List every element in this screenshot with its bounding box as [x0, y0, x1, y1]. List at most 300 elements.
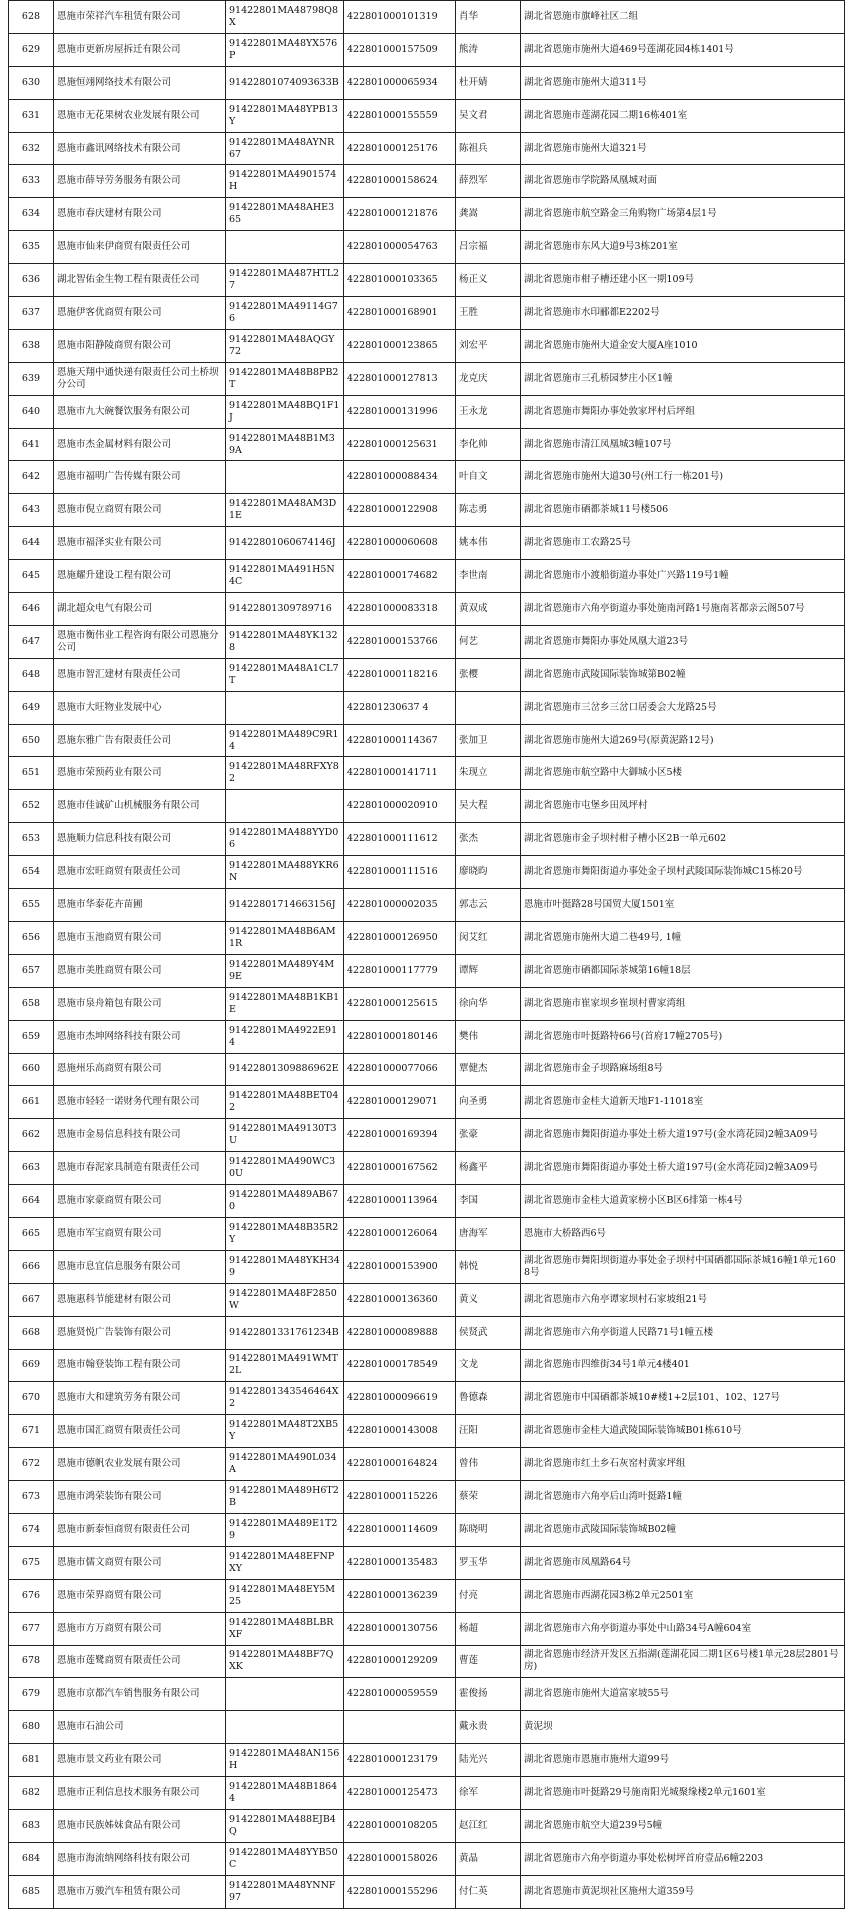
legal-representative-cell: 熊涛 — [456, 33, 521, 66]
registration-number-cell: 422801000155559 — [344, 99, 456, 132]
table-row — [9, 593, 845, 626]
legal-representative-cell: 郭志云 — [456, 889, 521, 922]
credit-code-cell: 91422801MA490L034A — [226, 1448, 344, 1481]
credit-code-cell: 91422801MA487HTL27 — [226, 264, 344, 297]
table-row — [9, 395, 845, 428]
credit-code-cell: 91422801MA49114G76 — [226, 297, 344, 330]
registration-number-cell: 422801000096619 — [344, 1382, 456, 1415]
legal-representative-cell: 徐向华 — [456, 987, 521, 1020]
legal-representative-cell: 樊伟 — [456, 1020, 521, 1053]
row-number-cell: 638 — [9, 329, 54, 362]
address-cell: 湖北省恩施市水印郦都E2202号 — [521, 297, 845, 330]
row-number-cell: 632 — [9, 132, 54, 165]
legal-representative-cell: 龙克庆 — [456, 362, 521, 395]
credit-code-cell: 91422801MA48AM3D1E — [226, 494, 344, 527]
row-number-cell: 679 — [9, 1678, 54, 1711]
address-cell: 湖北省恩施市六角亭谭家坝村石家坡组21号 — [521, 1283, 845, 1316]
registration-number-cell: 422801000088434 — [344, 461, 456, 494]
credit-code-cell: 91422801MA48BLBRXF — [226, 1612, 344, 1645]
address-cell: 湖北省恩施市施州大道金安大厦A座1010 — [521, 329, 845, 362]
registration-number-cell: 422801000114609 — [344, 1513, 456, 1546]
registration-number-cell: 422801000164824 — [344, 1448, 456, 1481]
credit-code-cell: 91422801MA48YX576P — [226, 33, 344, 66]
registration-number-cell: 422801000089888 — [344, 1316, 456, 1349]
credit-code-cell: 91422801MA488YKR6N — [226, 856, 344, 889]
row-number-cell: 645 — [9, 560, 54, 593]
credit-code-cell — [226, 231, 344, 264]
company-name-cell: 恩施市更新房屋拆迁有限公司 — [54, 33, 226, 66]
company-name-cell: 恩施市衡伟业工程咨询有限公司恩施分公司 — [54, 625, 226, 658]
registration-number-cell: 422801000083318 — [344, 593, 456, 626]
registration-number-cell: 422801000111516 — [344, 856, 456, 889]
row-number-cell: 657 — [9, 954, 54, 987]
address-cell: 湖北省恩施市舞阳坝街道办事处金子坝村中国硒都国际茶城16幢1单元1608号 — [521, 1250, 845, 1283]
row-number-cell: 662 — [9, 1119, 54, 1152]
legal-representative-cell: 肖华 — [456, 1, 521, 34]
address-cell: 湖北省恩施市崔家坝乡崔坝村曹家湾组 — [521, 987, 845, 1020]
company-name-cell: 恩施市万骏汽车租赁有限公司 — [54, 1875, 226, 1908]
company-name-cell: 恩施市国汇商贸有限责任公司 — [54, 1415, 226, 1448]
company-name-cell: 恩施伊客优商贸有限公司 — [54, 297, 226, 330]
table-row — [9, 691, 845, 724]
company-name-cell: 恩施市莲鹭商贸有限责任公司 — [54, 1645, 226, 1678]
company-name-cell: 恩施市福泽实业有限公司 — [54, 527, 226, 560]
table-row — [9, 494, 845, 527]
row-number-cell: 685 — [9, 1875, 54, 1908]
credit-code-cell: 91422801MA489AB670 — [226, 1185, 344, 1218]
address-cell: 湖北省恩施市学院路凤凰城对面 — [521, 165, 845, 198]
credit-code-cell: 91422801MA48798Q8X — [226, 1, 344, 34]
row-number-cell: 644 — [9, 527, 54, 560]
address-cell: 黄泥坝 — [521, 1711, 845, 1744]
credit-code-cell: 91422801MA48EFNPXY — [226, 1546, 344, 1579]
company-name-cell: 恩施市智汇建材有限责任公司 — [54, 658, 226, 691]
address-cell: 湖北省恩施市金子坝路麻场组8号 — [521, 1053, 845, 1086]
registration-number-cell: 422801000002035 — [344, 889, 456, 922]
company-name-cell: 湖北智佑金生物工程有限责任公司 — [54, 264, 226, 297]
address-cell: 湖北省恩施市柑子槽还建小区一期109号 — [521, 264, 845, 297]
address-cell: 湖北省恩施市六角亭后山湾叶挺路1幢 — [521, 1481, 845, 1514]
legal-representative-cell: 黄双成 — [456, 593, 521, 626]
address-cell: 湖北省恩施市航空路中大御城小区5楼 — [521, 757, 845, 790]
address-cell: 湖北省恩施市施州大道311号 — [521, 66, 845, 99]
table-row — [9, 1349, 845, 1382]
legal-representative-cell: 张樱 — [456, 658, 521, 691]
address-cell: 湖北省恩施市舞阳办事处凤凰大道23号 — [521, 625, 845, 658]
registration-number-cell: 422801000125176 — [344, 132, 456, 165]
table-row — [9, 198, 845, 231]
credit-code-cell: 91422801MA48B6AM1R — [226, 921, 344, 954]
registration-number-cell: 422801000123865 — [344, 329, 456, 362]
table-row — [9, 625, 845, 658]
credit-code-cell: 91422801MA48BQ1F1J — [226, 395, 344, 428]
legal-representative-cell: 王永龙 — [456, 395, 521, 428]
credit-code-cell: 91422801MA489Y4M9E — [226, 954, 344, 987]
legal-representative-cell: 杜开婧 — [456, 66, 521, 99]
credit-code-cell: 91422801343546464X2 — [226, 1382, 344, 1415]
credit-code-cell — [226, 691, 344, 724]
address-cell: 湖北省恩施市四维街34号1单元4楼401 — [521, 1349, 845, 1382]
table-row — [9, 461, 845, 494]
registration-number-cell: 422801000065934 — [344, 66, 456, 99]
row-number-cell: 680 — [9, 1711, 54, 1744]
legal-representative-cell: 姚本伟 — [456, 527, 521, 560]
row-number-cell: 637 — [9, 297, 54, 330]
legal-representative-cell: 张杰 — [456, 823, 521, 856]
legal-representative-cell: 叶自文 — [456, 461, 521, 494]
company-name-cell: 恩施市宏旺商贸有限责任公司 — [54, 856, 226, 889]
company-name-cell: 恩施市景文药业有限公司 — [54, 1744, 226, 1777]
legal-representative-cell: 杨超 — [456, 1612, 521, 1645]
table-row — [9, 658, 845, 691]
address-cell: 湖北省恩施市屯堡乡田凤坪村 — [521, 790, 845, 823]
table-row — [9, 1842, 845, 1875]
credit-code-cell: 91422801MA48YK1328 — [226, 625, 344, 658]
credit-code-cell: 91422801MA48B8PB2T — [226, 362, 344, 395]
credit-code-cell: 91422801MA488EJB4Q — [226, 1809, 344, 1842]
row-number-cell: 629 — [9, 33, 54, 66]
registration-number-cell: 422801000054763 — [344, 231, 456, 264]
table-row — [9, 428, 845, 461]
address-cell: 湖北省恩施市小渡船街道办事处广兴路119号1幢 — [521, 560, 845, 593]
table-row — [9, 1448, 845, 1481]
legal-representative-cell: 文龙 — [456, 1349, 521, 1382]
registration-number-cell: 422801000123179 — [344, 1744, 456, 1777]
company-name-cell: 恩施市大旺物业发展中心 — [54, 691, 226, 724]
registration-number-cell: 422801000129209 — [344, 1645, 456, 1678]
address-cell: 湖北省恩施市黄泥坝社区施州大道359号 — [521, 1875, 845, 1908]
legal-representative-cell: 韩悦 — [456, 1250, 521, 1283]
table-row — [9, 790, 845, 823]
credit-code-cell: 91422801MA48AYNR67 — [226, 132, 344, 165]
row-number-cell: 666 — [9, 1250, 54, 1283]
table-row — [9, 329, 845, 362]
credit-code-cell: 91422801MA48AQGY72 — [226, 329, 344, 362]
legal-representative-cell: 李国 — [456, 1185, 521, 1218]
table-row — [9, 1152, 845, 1185]
table-row — [9, 33, 845, 66]
company-name-cell: 恩施市大和建筑劳务有限公司 — [54, 1382, 226, 1415]
legal-representative-cell: 张加卫 — [456, 724, 521, 757]
table-row — [9, 1020, 845, 1053]
registration-number-cell: 422801000157509 — [344, 33, 456, 66]
company-name-cell: 恩施市金易信息科技有限公司 — [54, 1119, 226, 1152]
company-name-cell: 恩施天翔中通快递有限责任公司土桥坝分公司 — [54, 362, 226, 395]
address-cell: 湖北省恩施市红土乡石灰窑村黄家坪组 — [521, 1448, 845, 1481]
company-name-cell: 恩施市无花果树农业发展有限公司 — [54, 99, 226, 132]
row-number-cell: 671 — [9, 1415, 54, 1448]
row-number-cell: 673 — [9, 1481, 54, 1514]
registration-number-cell: 422801000130756 — [344, 1612, 456, 1645]
company-name-cell: 恩施市倪立商贸有限公司 — [54, 494, 226, 527]
credit-code-cell: 91422801MA48BF7QXK — [226, 1645, 344, 1678]
legal-representative-cell: 吴大程 — [456, 790, 521, 823]
legal-representative-cell: 王胜 — [456, 297, 521, 330]
credit-code-cell: 91422801331761234B — [226, 1316, 344, 1349]
row-number-cell: 660 — [9, 1053, 54, 1086]
registration-number-cell: 422801000168901 — [344, 297, 456, 330]
address-cell: 湖北省恩施市舞阳街道办事处金子坝村武陵国际装饰城C15栋20号 — [521, 856, 845, 889]
credit-code-cell: 91422801060674146J — [226, 527, 344, 560]
row-number-cell: 648 — [9, 658, 54, 691]
address-cell: 湖北省恩施市金子坝村柑子槽小区2B一单元602 — [521, 823, 845, 856]
credit-code-cell: 91422801MA491WMT2L — [226, 1349, 344, 1382]
row-number-cell: 647 — [9, 625, 54, 658]
address-cell: 湖北省恩施市经济开发区五指湖(莲湖花园二期1区6号楼1单元28层2801号房) — [521, 1645, 845, 1678]
address-cell: 恩施市大桥路西6号 — [521, 1217, 845, 1250]
registration-number-cell: 422801000060608 — [344, 527, 456, 560]
company-name-cell: 恩施市荣预药业有限公司 — [54, 757, 226, 790]
credit-code-cell — [226, 1711, 344, 1744]
row-number-cell: 653 — [9, 823, 54, 856]
row-number-cell: 634 — [9, 198, 54, 231]
company-name-cell: 恩施市海流纳网络科技有限公司 — [54, 1842, 226, 1875]
table-row — [9, 1217, 845, 1250]
credit-code-cell: 91422801MA48B35R2Y — [226, 1217, 344, 1250]
company-name-cell: 恩施市翰登装饰工程有限公司 — [54, 1349, 226, 1382]
credit-code-cell — [226, 790, 344, 823]
table-row — [9, 527, 845, 560]
row-number-cell: 654 — [9, 856, 54, 889]
legal-representative-cell: 陈祖兵 — [456, 132, 521, 165]
legal-representative-cell: 黄晶 — [456, 1842, 521, 1875]
table-row — [9, 1415, 845, 1448]
address-cell: 湖北省恩施市航空大道239号5幢 — [521, 1809, 845, 1842]
legal-representative-cell: 张豪 — [456, 1119, 521, 1152]
registration-number-cell: 422801000118216 — [344, 658, 456, 691]
address-cell: 湖北省恩施市金桂大道武陵国际装饰城B01栋610号 — [521, 1415, 845, 1448]
credit-code-cell: 91422801MA48A1CL7T — [226, 658, 344, 691]
legal-representative-cell: 付亮 — [456, 1579, 521, 1612]
legal-representative-cell: 吕宗福 — [456, 231, 521, 264]
registration-number-cell: 422801000129071 — [344, 1086, 456, 1119]
legal-representative-cell: 陈晓明 — [456, 1513, 521, 1546]
credit-code-cell: 91422801MA48YPB13Y — [226, 99, 344, 132]
company-name-cell: 恩施市民族姊妹食品有限公司 — [54, 1809, 226, 1842]
credit-code-cell: 91422801MA48B1M39A — [226, 428, 344, 461]
address-cell: 湖北省恩施市武陵国际装饰城B02幢 — [521, 1513, 845, 1546]
company-name-cell: 恩施市鸿荣装饰有限公司 — [54, 1481, 226, 1514]
table-row — [9, 297, 845, 330]
legal-representative-cell: 汪阳 — [456, 1415, 521, 1448]
table-row — [9, 231, 845, 264]
registration-number-cell: 422801000020910 — [344, 790, 456, 823]
company-name-cell: 恩施市荣界商贸有限公司 — [54, 1579, 226, 1612]
company-name-cell: 恩施市鑫讯网络技术有限公司 — [54, 132, 226, 165]
row-number-cell: 675 — [9, 1546, 54, 1579]
table-row — [9, 362, 845, 395]
table-row — [9, 165, 845, 198]
address-cell: 湖北省恩施市叶挺路29号施南阳光城聚缘楼2单元1601室 — [521, 1777, 845, 1810]
legal-representative-cell: 霍俊扬 — [456, 1678, 521, 1711]
company-name-cell: 恩施市德帆农业发展有限公司 — [54, 1448, 226, 1481]
credit-code-cell — [226, 461, 344, 494]
registration-number-cell: 422801000115226 — [344, 1481, 456, 1514]
company-name-cell: 恩施市玉池商贸有限公司 — [54, 921, 226, 954]
company-name-cell: 恩施市新泰恒商贸有限责任公司 — [54, 1513, 226, 1546]
registration-number-cell: 422801000136360 — [344, 1283, 456, 1316]
row-number-cell: 631 — [9, 99, 54, 132]
row-number-cell: 668 — [9, 1316, 54, 1349]
legal-representative-cell: 陆光兴 — [456, 1744, 521, 1777]
row-number-cell: 651 — [9, 757, 54, 790]
registration-number-cell: 422801000126064 — [344, 1217, 456, 1250]
company-name-cell: 恩施市佳诚矿山机械服务有限公司 — [54, 790, 226, 823]
legal-representative-cell: 朱现立 — [456, 757, 521, 790]
table-row — [9, 1185, 845, 1218]
company-name-cell: 恩施市家豪商贸有限公司 — [54, 1185, 226, 1218]
table-row — [9, 1645, 845, 1678]
credit-code-cell: 91422801MA489C9R14 — [226, 724, 344, 757]
legal-representative-cell: 鲁德森 — [456, 1382, 521, 1415]
table-row — [9, 921, 845, 954]
legal-representative-cell: 付仁英 — [456, 1875, 521, 1908]
row-number-cell: 630 — [9, 66, 54, 99]
row-number-cell: 642 — [9, 461, 54, 494]
legal-representative-cell: 谭辉 — [456, 954, 521, 987]
company-registry-table — [8, 0, 845, 1909]
company-name-cell: 恩施贤悦广告装饰有限公司 — [54, 1316, 226, 1349]
registration-number-cell: 422801000136239 — [344, 1579, 456, 1612]
company-name-cell: 恩施市仙来伊商贸有限责任公司 — [54, 231, 226, 264]
legal-representative-cell: 李世南 — [456, 560, 521, 593]
row-number-cell: 643 — [9, 494, 54, 527]
table-row — [9, 1382, 845, 1415]
company-name-cell: 恩施市军宝商贸有限公司 — [54, 1217, 226, 1250]
legal-representative-cell: 赵江红 — [456, 1809, 521, 1842]
table-row — [9, 954, 845, 987]
row-number-cell: 650 — [9, 724, 54, 757]
registration-number-cell — [344, 1711, 456, 1744]
row-number-cell: 659 — [9, 1020, 54, 1053]
row-number-cell: 669 — [9, 1349, 54, 1382]
registration-number-cell: 422801000155296 — [344, 1875, 456, 1908]
registration-number-cell: 422801000059559 — [344, 1678, 456, 1711]
table-row — [9, 1053, 845, 1086]
registration-number-cell: 422801000174682 — [344, 560, 456, 593]
table-row — [9, 1875, 845, 1908]
credit-code-cell: 91422801MA48RFXY82 — [226, 757, 344, 790]
credit-code-cell: 91422801MA4901574H — [226, 165, 344, 198]
credit-code-cell: 91422801MA49130T3U — [226, 1119, 344, 1152]
legal-representative-cell: 廖晓昀 — [456, 856, 521, 889]
row-number-cell: 649 — [9, 691, 54, 724]
legal-representative-cell: 侯贤武 — [456, 1316, 521, 1349]
table-row — [9, 66, 845, 99]
credit-code-cell: 91422801MA48YYB50C — [226, 1842, 344, 1875]
table-row — [9, 132, 845, 165]
company-name-cell: 恩施市杰坤网络科技有限公司 — [54, 1020, 226, 1053]
company-name-cell: 恩施市荣祥汽车租赁有限公司 — [54, 1, 226, 34]
company-name-cell: 恩施恒翊网络技术有限公司 — [54, 66, 226, 99]
credit-code-cell: 91422801MA491H5N4C — [226, 560, 344, 593]
table-row — [9, 889, 845, 922]
table-row — [9, 1513, 845, 1546]
legal-representative-cell: 蔡荣 — [456, 1481, 521, 1514]
table-row — [9, 724, 845, 757]
table-row — [9, 1481, 845, 1514]
table-row — [9, 1086, 845, 1119]
row-number-cell: 681 — [9, 1744, 54, 1777]
credit-code-cell: 91422801MA48EY5M25 — [226, 1579, 344, 1612]
table-row — [9, 1316, 845, 1349]
table-row — [9, 1744, 845, 1777]
credit-code-cell: 91422801309886962E — [226, 1053, 344, 1086]
table-row — [9, 99, 845, 132]
address-cell: 湖北省恩施市三孔桥园梦庄小区1幢 — [521, 362, 845, 395]
address-cell: 湖北省恩施市舞阳办事处敦家坪村后坪组 — [521, 395, 845, 428]
credit-code-cell: 91422801MA48AHE365 — [226, 198, 344, 231]
legal-representative-cell: 向圣勇 — [456, 1086, 521, 1119]
registration-number-cell: 422801000121876 — [344, 198, 456, 231]
credit-code-cell: 91422801MA48T2XB5Y — [226, 1415, 344, 1448]
row-number-cell: 672 — [9, 1448, 54, 1481]
registration-number-cell: 422801000122908 — [344, 494, 456, 527]
table-row — [9, 1777, 845, 1810]
company-name-cell: 恩施市泉舟箱包有限公司 — [54, 987, 226, 1020]
address-cell: 湖北省恩施市西湖花园3栋2单元2501室 — [521, 1579, 845, 1612]
address-cell: 湖北省恩施市硒都国际茶城第16幢18层 — [521, 954, 845, 987]
company-name-cell: 恩施市儒文商贸有限公司 — [54, 1546, 226, 1579]
table-row — [9, 1612, 845, 1645]
table-row — [9, 1, 845, 34]
registration-number-cell: 422801000114367 — [344, 724, 456, 757]
row-number-cell: 677 — [9, 1612, 54, 1645]
row-number-cell: 646 — [9, 593, 54, 626]
credit-code-cell: 91422801MA4922E914 — [226, 1020, 344, 1053]
row-number-cell: 640 — [9, 395, 54, 428]
legal-representative-cell: 陈志勇 — [456, 494, 521, 527]
company-name-cell: 恩施市方万商贸有限公司 — [54, 1612, 226, 1645]
company-name-cell: 恩施顺力信息科技有限公司 — [54, 823, 226, 856]
registration-number-cell: 422801000167562 — [344, 1152, 456, 1185]
row-number-cell: 661 — [9, 1086, 54, 1119]
registration-number-cell: 422801000141711 — [344, 757, 456, 790]
address-cell: 湖北省恩施市舞阳街道办事处土桥大道197号(金水湾花园)2幢3A09号 — [521, 1119, 845, 1152]
registration-number-cell: 422801000153900 — [344, 1250, 456, 1283]
company-name-cell: 恩施市福明广告传媒有限公司 — [54, 461, 226, 494]
registration-number-cell: 422801000143008 — [344, 1415, 456, 1448]
company-name-cell: 恩施市石油公司 — [54, 1711, 226, 1744]
address-cell: 湖北省恩施市中国硒都茶城10#楼1+2层101、102、127号 — [521, 1382, 845, 1415]
row-number-cell: 639 — [9, 362, 54, 395]
address-cell: 湖北省恩施市航空路金三角购物广场第4层1号 — [521, 198, 845, 231]
company-name-cell: 恩施市薛导劳务服务有限公司 — [54, 165, 226, 198]
row-number-cell: 633 — [9, 165, 54, 198]
registration-number-cell: 422801000131996 — [344, 395, 456, 428]
legal-representative-cell: 覃健杰 — [456, 1053, 521, 1086]
table-row — [9, 1579, 845, 1612]
address-cell: 湖北省恩施市施州大道269号(原黄泥路12号) — [521, 724, 845, 757]
row-number-cell: 676 — [9, 1579, 54, 1612]
registration-number-cell: 422801000158624 — [344, 165, 456, 198]
table-row — [9, 1809, 845, 1842]
company-name-cell: 恩施市杰金属材料有限公司 — [54, 428, 226, 461]
company-name-cell: 恩施东雅广告有限责任公司 — [54, 724, 226, 757]
table-row — [9, 1250, 845, 1283]
row-number-cell: 682 — [9, 1777, 54, 1810]
table-row — [9, 823, 845, 856]
company-name-cell: 恩施惠科节能建材有限公司 — [54, 1283, 226, 1316]
row-number-cell: 641 — [9, 428, 54, 461]
credit-code-cell — [226, 1678, 344, 1711]
registration-number-cell: 422801000169394 — [344, 1119, 456, 1152]
registration-number-cell: 422801000158026 — [344, 1842, 456, 1875]
legal-representative-cell: 龚嵩 — [456, 198, 521, 231]
table-row — [9, 987, 845, 1020]
legal-representative-cell: 何艺 — [456, 625, 521, 658]
row-number-cell: 663 — [9, 1152, 54, 1185]
